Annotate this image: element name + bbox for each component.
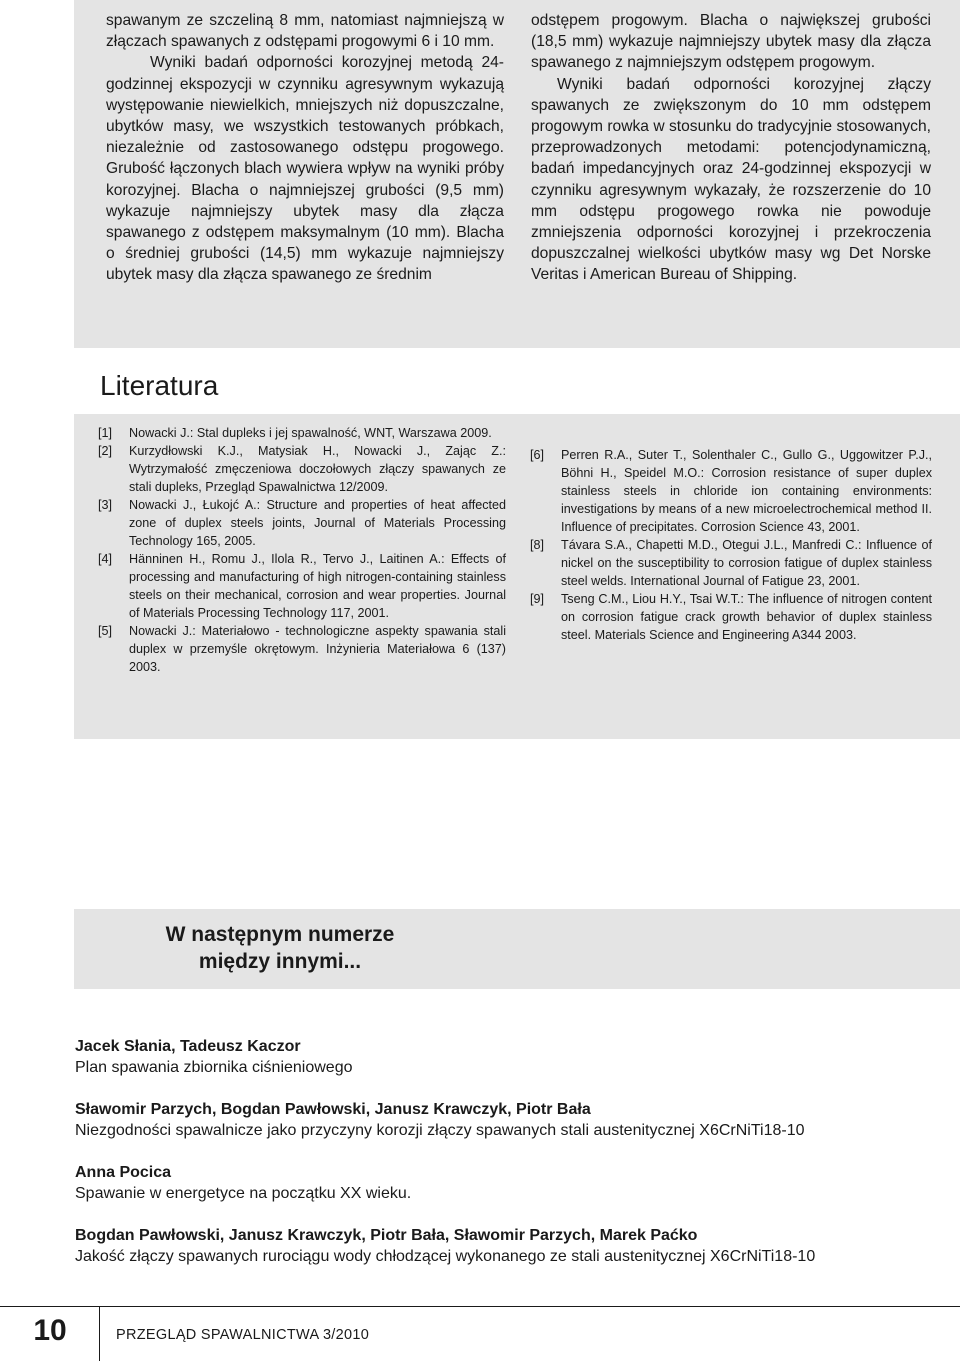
reference-text: Kurzydłowski K.J., Matysiak H., Nowacki J., Zając Z.: Wytrzymałość zmęczeniowa doczołowych złączy spawanych ze stali dupleks, Przegląd Spawalnictwa 12/2009. (129, 444, 506, 494)
reference-number: [1] (98, 426, 113, 440)
reference-list-right (530, 446, 932, 644)
body-paragraph: spawanym ze szczeliną 8 mm, natomiast najmniejszą w złączach spawanych z odstępami progowymi 6 i 10 mm. (106, 12, 504, 51)
reference-text: Perren R.A., Suter T., Solenthaler C., Gullo G., Uggowitzer P.J., Böhni H., Speidel M.O.: Corrosion resistance of super duplex stainless steels in chloride ion containing environments: investigations by means of a new microelectrochemical method II. Influence of precipitates. Corrosion Science 43, 2001. (561, 448, 932, 534)
article-entry (75, 1162, 935, 1204)
body-paragraph: Wyniki badań odporności korozyjnej metodą 24-godzinnej ekspozycji w czynniku agresywnym wykazują występowanie niewielkich, mniejszych niż dopuszczalne, ubytków masy, we wszystkich testowanych próbkach, niezależnie od zastosowanego odstępu progowego. Grubość łączonych blach wywiera wpływ na wyniki próby korozyjnej. Blacha o najmniejszej grubości (9,5 mm) wykazuje najmniejszy ubytek masy dla złącza spawanego z odstępem maksymalnym (10 mm). Blacha o średniej grubości (14,5) mm wykazuje najmniejszy ubytek masy dla złącza spawanego ze średnim (106, 54, 504, 284)
next-issue-articles (75, 1036, 935, 1288)
article-authors: Sławomir Parzych, Bogdan Pawłowski, Janusz Krawczyk, Piotr Bała (75, 1101, 591, 1118)
reference-list-left (98, 424, 506, 676)
body-column-left (106, 10, 504, 286)
article-title: Spawanie w energetyce na początku XX wieku. (75, 1185, 412, 1202)
reference-text: Hänninen H., Romu J., Ilola R., Tervo J., Laitinen A.: Effects of processing and manufacturing of high nitrogen-containing stainless steels on their mechanical, corrosion and wear properties. Journal of Materials Processing Technology 117, 2001. (129, 552, 506, 620)
reference-text: Nowacki J.: Stal dupleks i jej spawalność, WNT, Warszawa 2009. (129, 426, 492, 440)
article-authors: Bogdan Pawłowski, Janusz Krawczyk, Piotr Bała, Sławomir Parzych, Marek Paćko (75, 1227, 698, 1244)
body-paragraph: odstępem progowym. Blacha o największej grubości (18,5 mm) wykazuje najmniejszy ubytek masy dla złącza spawanego z najmniejszym odstępem progowym. (531, 12, 931, 72)
article-entry (75, 1099, 935, 1141)
reference-item (530, 590, 932, 644)
reference-number: [4] (98, 552, 113, 566)
article-title: Plan spawania zbiornika ciśnieniowego (75, 1059, 353, 1076)
reference-text: Nowacki J., Łukojć A.: Structure and properties of heat affected zone of duplex steels joints, Journal of Materials Processing Technology 165, 2005. (129, 498, 506, 548)
reference-item (98, 442, 506, 496)
body-column-right (531, 10, 931, 286)
literature-title: Literatura (100, 370, 219, 401)
page-number: 10 (33, 1314, 67, 1347)
article-title: Jakość złączy spawanych rurociągu wody chłodzącej wykonanego ze stali austenitycznej X6CrNiTi18-10 (75, 1248, 816, 1265)
journal-name: PRZEGLĄD SPAWALNICTWA 3/2010 (116, 1327, 370, 1343)
reference-number: [3] (98, 498, 113, 512)
reference-text: Tseng C.M., Liou H.Y., Tsai W.T.: The influence of nitrogen content on corrosion fatigue crack growth behavior of duplex stainless steel. Materials Science and Engineering A344 2003. (561, 592, 932, 642)
reference-item (530, 446, 932, 536)
article-title: Niezgodności spawalnicze jako przyczyny korozji złączy spawanych stali austenitycznej X6CrNiTi18-10 (75, 1122, 805, 1139)
article-entry (75, 1036, 935, 1078)
article-authors: Anna Pocica (75, 1164, 172, 1181)
article-entry (75, 1225, 935, 1267)
reference-number: [5] (98, 624, 113, 638)
reference-item (98, 550, 506, 622)
reference-number: [8] (530, 538, 545, 552)
reference-item (98, 622, 506, 676)
next-issue-title-line: między innymi... (198, 950, 362, 973)
body-paragraph: Wyniki badań odporności korozyjnej złączy spawanych ze zwiększonym do 10 mm odstępem progowym rowka w stosunku do tradycyjnie stosowanych, przeprowadzonych metodami: potencjodynamiczną, badań impedancyjnych oraz 24-godzinnej ekspozycji w czynniku agresywnym wykazały, że rozszerzenie do 10 mm odstępu progowego rowka nie powoduje zmniejszenia odporności korozyjnej i przekroczenia dopuszczalnej wielkości ubytków masy wg Det Norske Veritas i American Bureau of Shipping. (531, 75, 931, 284)
next-issue-title (140, 921, 420, 975)
reference-item (530, 536, 932, 590)
reference-text: Távara S.A., Chapetti M.D., Otegui J.L., Manfredi C.: Influence of nickel on the susceptibility to corrosion fatigue of duplex stainless steel welds. International Journal of Fatigue 23, 2001. (561, 538, 932, 588)
reference-number: [9] (530, 592, 545, 606)
reference-item (98, 496, 506, 550)
footer-rule (0, 1306, 960, 1307)
reference-number: [6] (530, 448, 545, 462)
reference-number: [2] (98, 444, 113, 458)
next-issue-title-line: W następnym numerze (165, 923, 395, 946)
reference-text: Nowacki J.: Materiałowo - technologiczne aspekty spawania stali duplex w przemyśle okrętowym. Inżynieria Materiałowa 6 (137) 2003. (129, 624, 506, 674)
article-authors: Jacek Słania, Tadeusz Kaczor (75, 1038, 301, 1055)
reference-item (98, 424, 506, 442)
